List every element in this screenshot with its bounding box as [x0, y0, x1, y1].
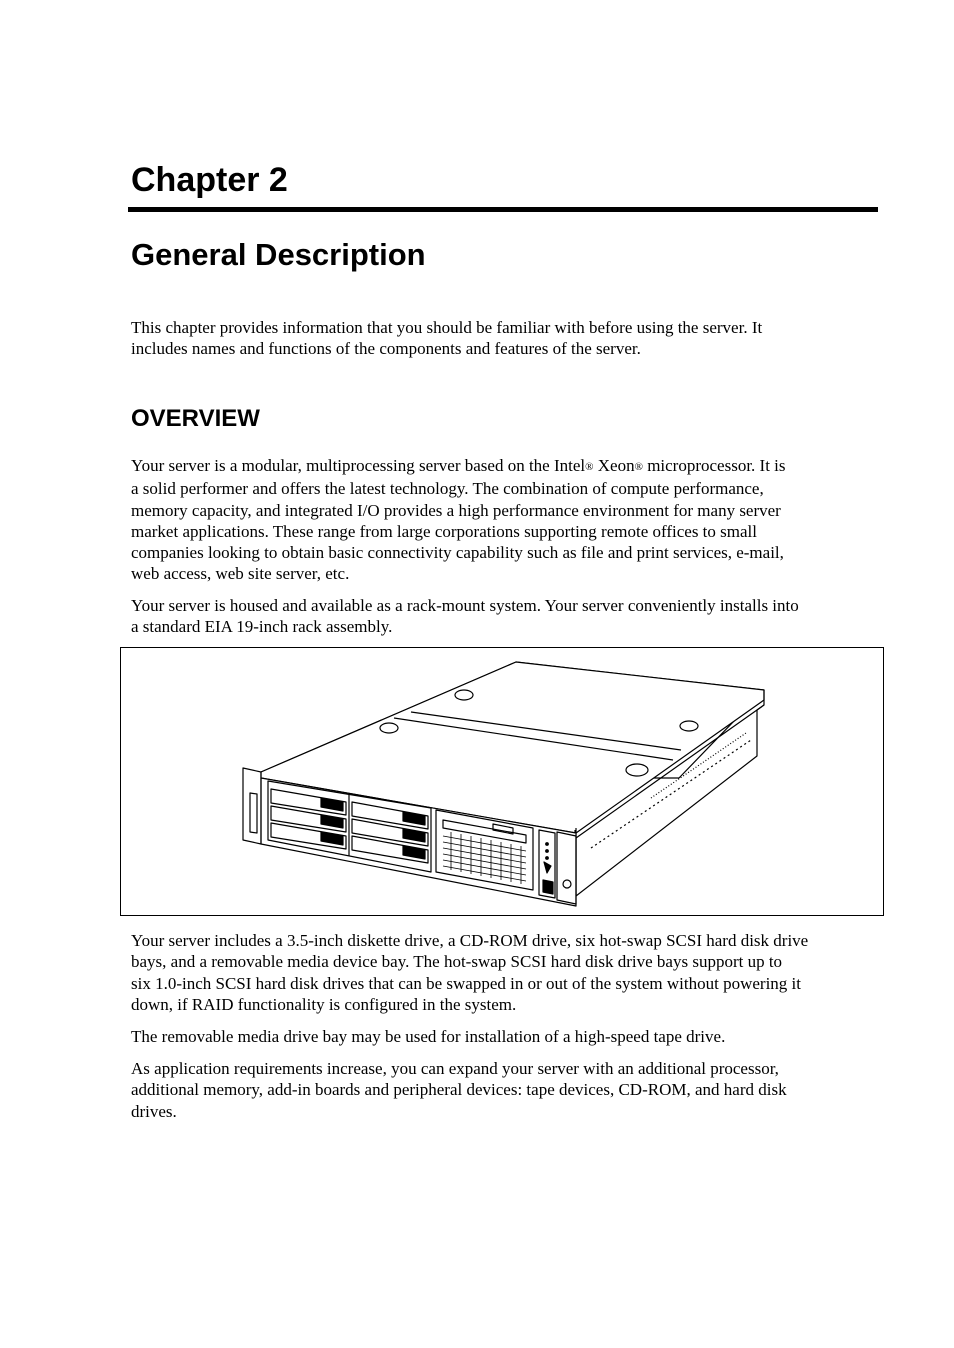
intro-paragraph: This chapter provides information that you should be familiar with before using the server. It includes names and functions of the components and features of the server. [131, 318, 763, 359]
chapter-title: General Description [131, 237, 426, 272]
registered-mark: ® [634, 461, 643, 473]
registered-mark: ® [585, 461, 594, 473]
p1-text-a: Your server is a modular, multiprocessing server based on the Intel [131, 456, 586, 475]
overview-paragraph-2: Your server is housed and available as a rack-mount system. Your server conveniently installs into a standard EIA 19-inch rack assembly. [131, 596, 799, 637]
overview-paragraph-5: As application requirements increase, you can expand your server with an additional processor, additional memory, add-in boards and peripheral devices: tape devices, CD-ROM, and hard disk drives. [131, 1059, 787, 1121]
server-figure [120, 647, 884, 916]
p1-text-c: microprocessor. It is a solid performer and offers the latest technology. The combination of compute performance, memory capacity, and integrated I/O provides a high performance environment for many server market applications. These range from large corporations supporting remote offices to small companies looking to obtain basic connectivity capability such as file and print services, e-mail, web access, web site server, etc. [131, 456, 786, 584]
p1-text-b: Xeon [593, 456, 635, 475]
rack-server-illustration [121, 648, 885, 917]
overview-paragraph-4: The removable media drive bay may be used for installation of a high-speed tape drive. [131, 1027, 726, 1046]
overview-heading: OVERVIEW [131, 405, 260, 432]
overview-paragraph-3: Your server includes a 3.5-inch diskette drive, a CD-ROM drive, six hot-swap SCSI hard disk drive bays, and a removable media device bay. The hot-swap SCSI hard disk drive bays support up to six 1.0-inch SCSI hard disk drives that can be swapped in or out of the system without powering it down, if RAID functionality is configured in the system. [131, 931, 809, 1014]
overview-paragraph-1 [131, 455, 881, 585]
chapter-rule [128, 207, 878, 212]
chapter-label: Chapter 2 [131, 161, 288, 199]
